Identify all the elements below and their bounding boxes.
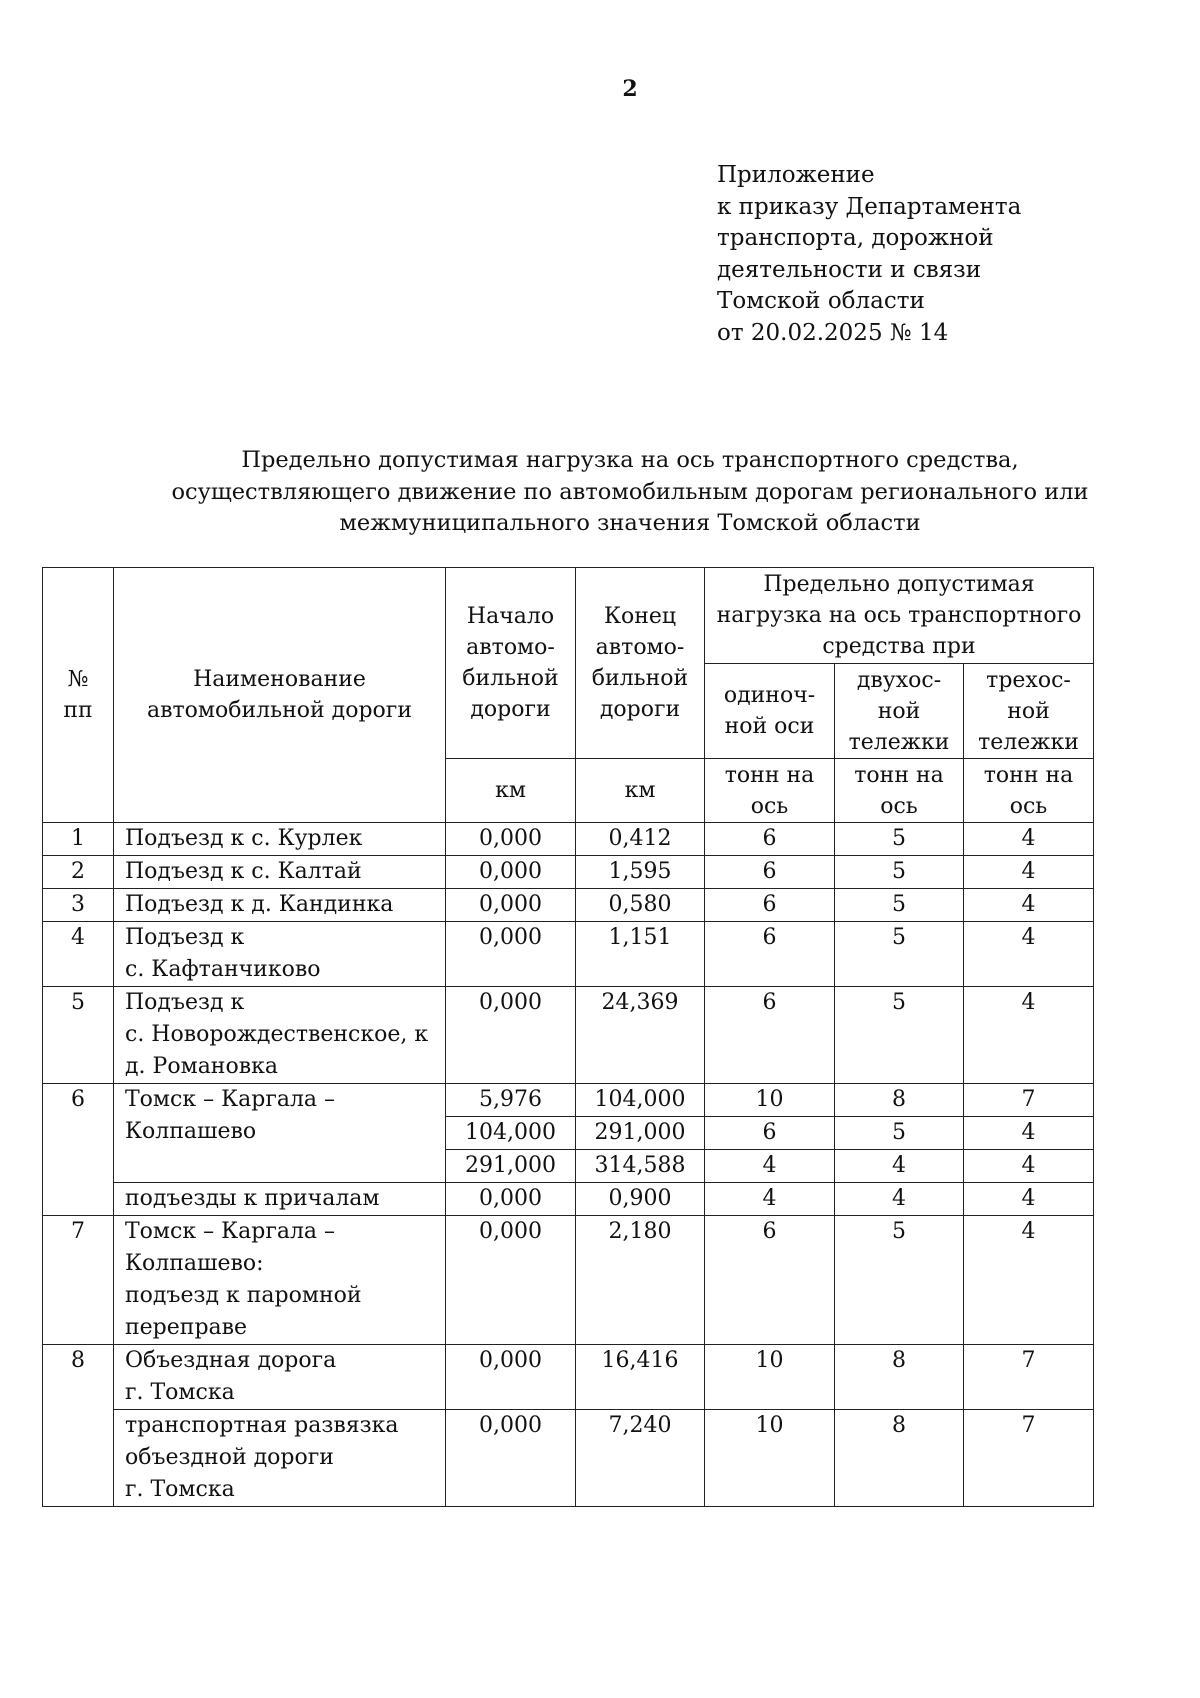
unit-tons-line: тонн на — [724, 762, 815, 788]
table-row — [43, 1084, 1094, 1117]
unit-tons-line: тонн на — [983, 762, 1074, 788]
triple-bogie-load: 4 — [964, 1183, 1094, 1216]
double-bogie-load: 5 — [835, 889, 964, 922]
header-load-line: нагрузка на ось транспортного — [716, 603, 1082, 628]
header-double-line: ной — [877, 698, 921, 724]
start-km: 104,000 — [446, 1117, 576, 1150]
triple-bogie-load: 4 — [964, 1150, 1094, 1183]
start-km: 0,000 — [446, 1345, 576, 1410]
end-km: 7,240 — [576, 1410, 705, 1507]
single-axle-load: 6 — [705, 922, 835, 987]
double-bogie-load: 8 — [835, 1410, 964, 1507]
unit-tons-line: ось — [1009, 793, 1048, 819]
start-km: 0,000 — [446, 922, 576, 987]
single-axle-load: 6 — [705, 1117, 835, 1150]
end-km: 314,588 — [576, 1150, 705, 1183]
header-start-line: дороги — [470, 697, 551, 722]
unit-tons — [964, 759, 1094, 823]
single-axle-load: 10 — [705, 1084, 835, 1117]
header-load — [705, 568, 1094, 664]
single-axle-load: 4 — [705, 1183, 835, 1216]
single-axle-load: 4 — [705, 1150, 835, 1183]
header-triple-line: тележки — [978, 729, 1079, 755]
header-load-line: средства при — [822, 634, 976, 659]
header-name — [114, 568, 446, 823]
header-end-line: дороги — [599, 697, 681, 722]
end-km: 291,000 — [576, 1117, 705, 1150]
header-start — [446, 568, 576, 759]
table-row — [43, 1345, 1094, 1410]
road-name-line: подъезд к паромной — [125, 1283, 362, 1308]
header-end-line: автомо- — [595, 635, 685, 660]
triple-bogie-load: 7 — [964, 1084, 1094, 1117]
start-km: 0,000 — [446, 1216, 576, 1345]
header-double-bogie — [835, 664, 964, 759]
appendix-line: Приложение — [717, 162, 875, 188]
road-name-line: Объездная дорога — [125, 1348, 337, 1373]
road-name — [114, 1216, 446, 1345]
single-axle-load: 6 — [705, 987, 835, 1084]
end-km: 16,416 — [576, 1345, 705, 1410]
road-name-line: Подъезд к — [125, 990, 245, 1015]
title-line: осуществляющего движение по автомобильным дорогам регионального или — [171, 478, 1089, 505]
road-name-line: с. Новорождественское, к — [125, 1022, 429, 1047]
title-line: Предельно допустимая нагрузка на ось транспортного средства, — [241, 447, 1019, 473]
road-name-line: Томск – Каргала – — [125, 1087, 336, 1112]
triple-bogie-load: 4 — [964, 823, 1094, 856]
road-name — [114, 922, 446, 987]
header-end — [576, 568, 705, 759]
road-name — [114, 1345, 446, 1410]
double-bogie-load: 5 — [835, 1216, 964, 1345]
single-axle-load: 6 — [705, 1216, 835, 1345]
triple-bogie-load: 4 — [964, 856, 1094, 889]
appendix-line: от 20.02.2025 № 14 — [717, 319, 949, 346]
header-num — [43, 568, 114, 823]
road-name — [114, 1084, 446, 1183]
unit-km: км — [576, 759, 705, 823]
road-name — [114, 987, 446, 1084]
appendix-line: к приказу Департамента — [717, 193, 1022, 220]
appendix-line: Томской области — [717, 288, 925, 314]
double-bogie-load: 4 — [835, 1150, 964, 1183]
table-row — [43, 856, 1094, 889]
single-axle-load: 6 — [705, 823, 835, 856]
end-km: 0,580 — [576, 889, 705, 922]
header-single-axle — [705, 664, 835, 759]
header-num-line: пп — [63, 698, 93, 723]
start-km: 291,000 — [446, 1150, 576, 1183]
triple-bogie-load: 4 — [964, 1216, 1094, 1345]
header-num-line: № — [67, 667, 89, 692]
table-row — [43, 1216, 1094, 1345]
header-start-line: автомо- — [466, 635, 555, 660]
double-bogie-load: 8 — [835, 1345, 964, 1410]
end-km: 1,151 — [576, 922, 705, 987]
header-single-line: одиноч- — [723, 683, 816, 708]
road-name-line: Подъезд к — [125, 925, 245, 950]
appendix-line: транспорта, дорожной — [717, 225, 994, 251]
road-name: подъезды к причалам — [114, 1183, 446, 1216]
unit-tons-line: ось — [750, 793, 789, 819]
road-name-line: транспортная развязка — [125, 1413, 399, 1438]
header-name-line: Наименование — [193, 667, 366, 692]
triple-bogie-load: 4 — [964, 987, 1094, 1084]
unit-tons — [705, 759, 835, 823]
road-name-line: с. Кафтанчиково — [125, 957, 321, 982]
road-name-line: объездной дороги — [125, 1445, 334, 1470]
double-bogie-load: 5 — [835, 987, 964, 1084]
road-name-line: переправе — [125, 1315, 248, 1340]
unit-tons-line: тонн на — [854, 762, 944, 788]
triple-bogie-load: 4 — [964, 1117, 1094, 1150]
double-bogie-load: 8 — [835, 1084, 964, 1117]
double-bogie-load: 5 — [835, 1117, 964, 1150]
unit-tons — [835, 759, 964, 823]
table-row — [43, 922, 1094, 987]
double-bogie-load: 4 — [835, 1183, 964, 1216]
header-double-line: двухос- — [856, 667, 942, 693]
table-row — [43, 823, 1094, 856]
row-num: 5 — [43, 987, 114, 1084]
header-end-line: Конец — [603, 604, 677, 629]
appendix-header — [717, 160, 1021, 349]
start-km: 0,000 — [446, 823, 576, 856]
end-km: 104,000 — [576, 1084, 705, 1117]
single-axle-load: 10 — [705, 1410, 835, 1507]
road-name: Подъезд к с. Калтай — [114, 856, 446, 889]
header-triple-line: трехос- — [986, 667, 1071, 693]
triple-bogie-load: 7 — [964, 1410, 1094, 1507]
row-num: 8 — [43, 1345, 114, 1507]
single-axle-load: 6 — [705, 889, 835, 922]
table-row — [43, 987, 1094, 1084]
title-line: межмуниципального значения Томской области — [339, 510, 921, 536]
header-load-line: Предельно допустимая — [763, 572, 1035, 597]
header-start-line: Начало — [466, 604, 555, 629]
row-num: 1 — [43, 823, 114, 856]
end-km: 2,180 — [576, 1216, 705, 1345]
road-name: Подъезд к д. Кандинка — [114, 889, 446, 922]
appendix-line: деятельности и связи — [717, 256, 982, 283]
road-name-line: Томск – Каргала – — [125, 1219, 336, 1244]
row-num: 2 — [43, 856, 114, 889]
road-name-line: Колпашево: — [125, 1251, 264, 1276]
end-km: 0,412 — [576, 823, 705, 856]
start-km: 5,976 — [446, 1084, 576, 1117]
axle-load-table — [42, 567, 1094, 1507]
header-start-line: бильной — [462, 666, 559, 691]
table-row-sub — [43, 1183, 1094, 1216]
triple-bogie-load: 4 — [964, 922, 1094, 987]
road-name-line: д. Романовка — [125, 1054, 278, 1079]
row-num: 3 — [43, 889, 114, 922]
triple-bogie-load: 7 — [964, 1345, 1094, 1410]
row-num: 4 — [43, 922, 114, 987]
single-axle-load: 10 — [705, 1345, 835, 1410]
header-name-line: автомобильной дороги — [146, 698, 412, 723]
start-km: 0,000 — [446, 1183, 576, 1216]
header-triple-line: ной — [1007, 698, 1050, 724]
start-km: 0,000 — [446, 987, 576, 1084]
start-km: 0,000 — [446, 856, 576, 889]
end-km: 24,369 — [576, 987, 705, 1084]
header-end-line: бильной — [591, 666, 689, 691]
double-bogie-load: 5 — [835, 856, 964, 889]
header-double-line: тележки — [848, 729, 950, 755]
page-number: 2 — [622, 76, 638, 102]
document-title — [60, 445, 1200, 540]
road-name-line: Колпашево — [125, 1119, 257, 1144]
row-num: 7 — [43, 1216, 114, 1345]
start-km: 0,000 — [446, 889, 576, 922]
triple-bogie-load: 4 — [964, 889, 1094, 922]
unit-km: км — [446, 759, 576, 823]
table-row — [43, 889, 1094, 922]
road-name — [114, 1410, 446, 1507]
double-bogie-load: 5 — [835, 823, 964, 856]
end-km: 0,900 — [576, 1183, 705, 1216]
table-row-sub — [43, 1410, 1094, 1507]
header-single-line: ной оси — [724, 714, 815, 739]
row-num: 6 — [43, 1084, 114, 1216]
double-bogie-load: 5 — [835, 922, 964, 987]
end-km: 1,595 — [576, 856, 705, 889]
road-name: Подъезд к с. Курлек — [114, 823, 446, 856]
single-axle-load: 6 — [705, 856, 835, 889]
road-name-line: г. Томска — [125, 1477, 235, 1502]
start-km: 0,000 — [446, 1410, 576, 1507]
header-triple-bogie — [964, 664, 1094, 759]
road-name-line: г. Томска — [125, 1380, 235, 1405]
unit-tons-line: ось — [880, 793, 918, 819]
